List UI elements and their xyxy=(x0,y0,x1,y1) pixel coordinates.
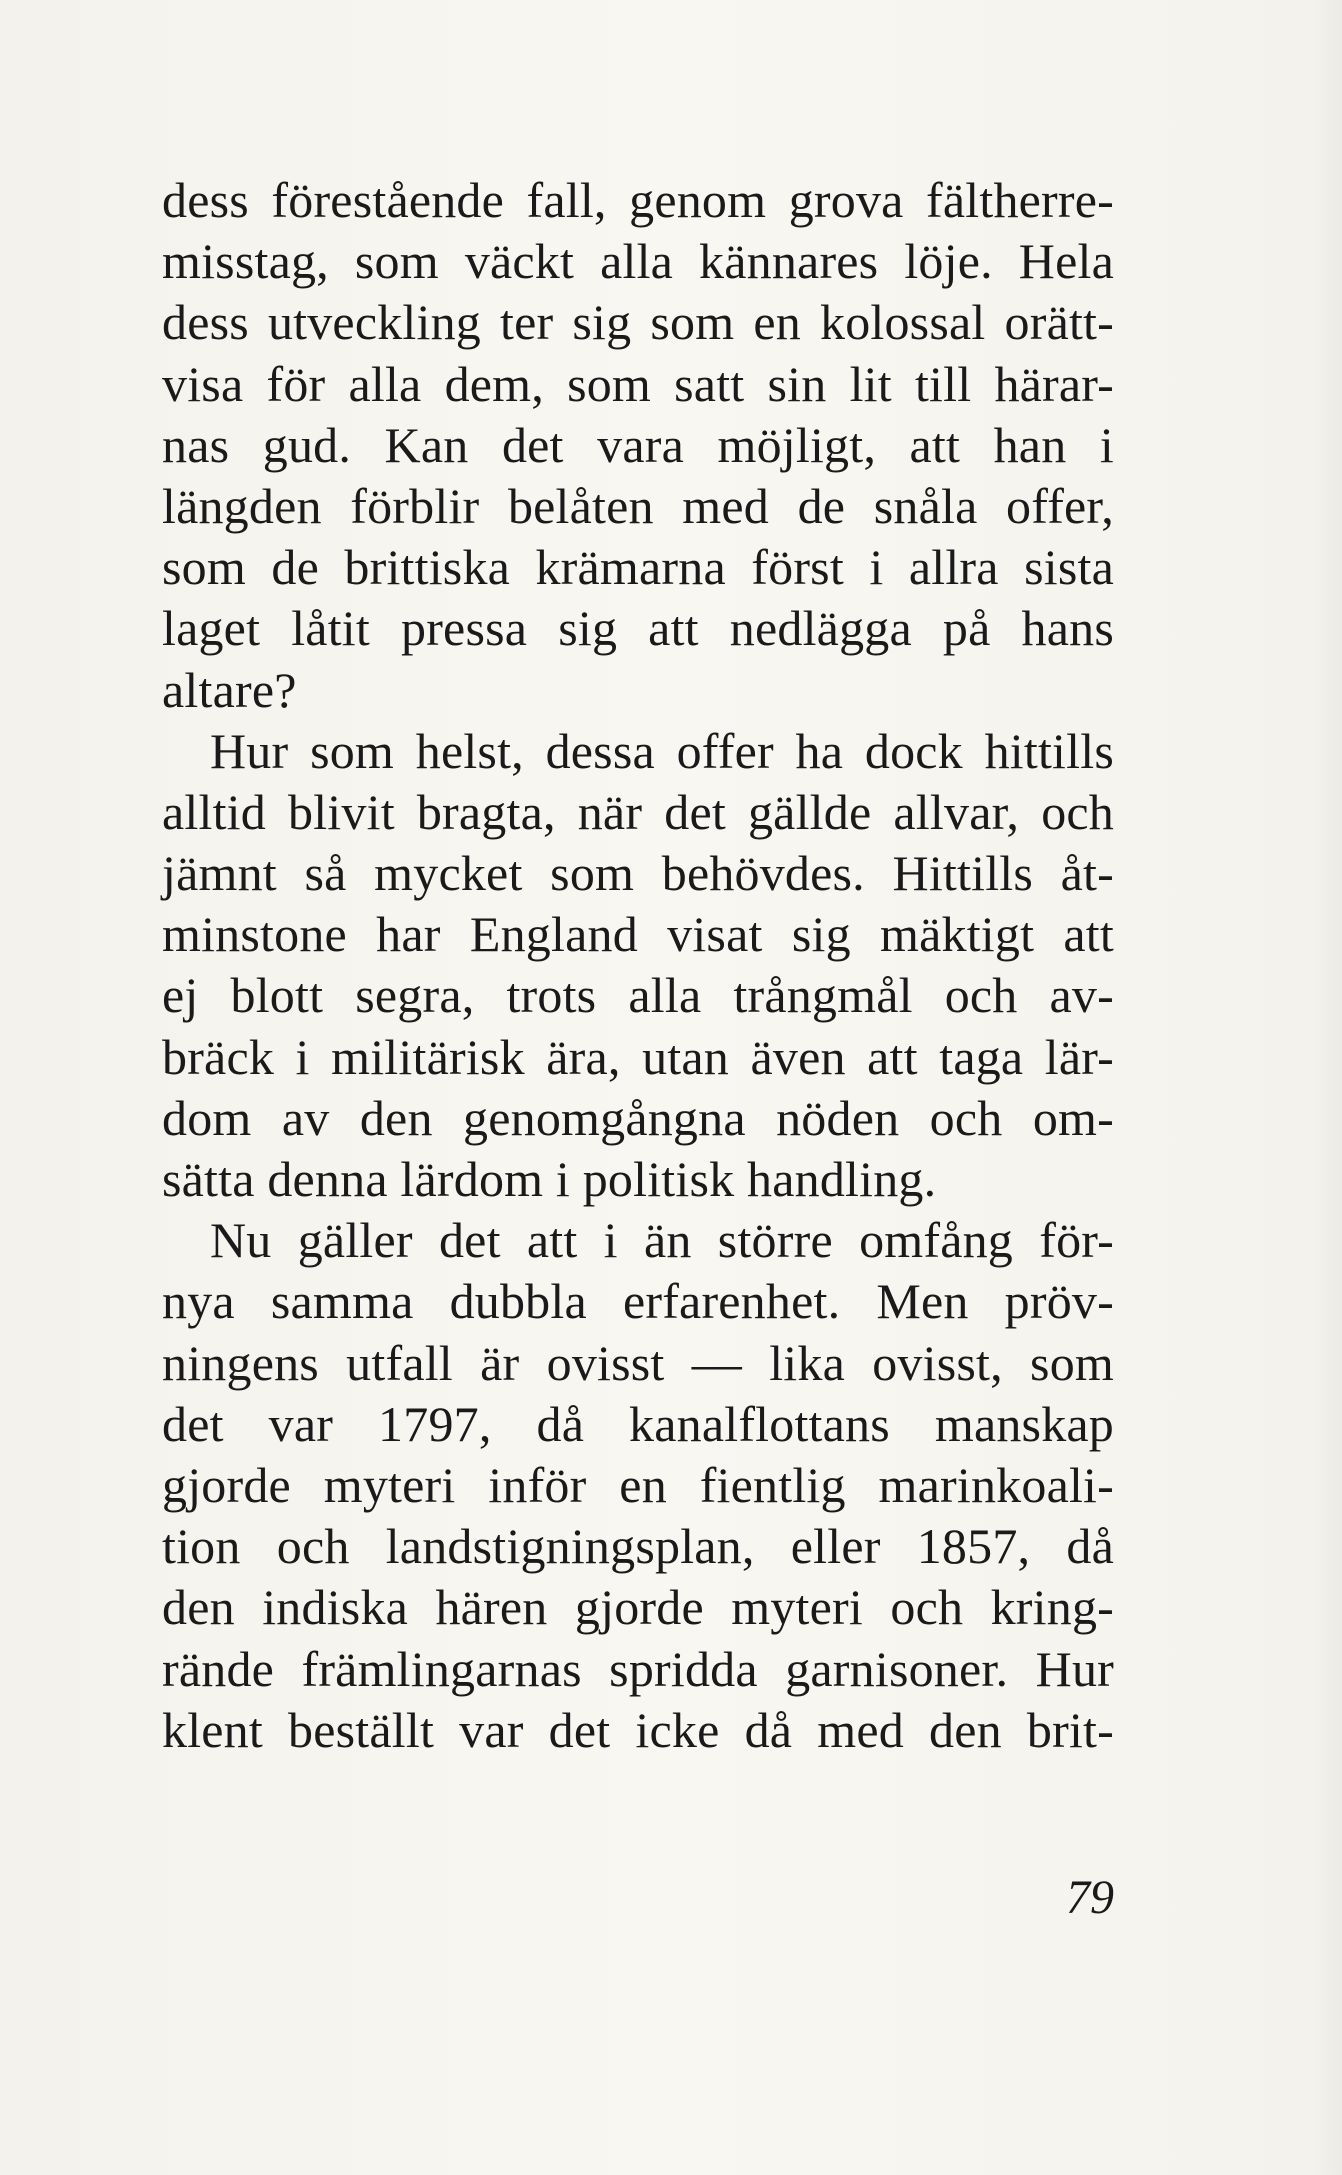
body-text xyxy=(162,170,1114,1761)
text-line: dess förestående fall, genom grova fältherre- xyxy=(162,172,1114,228)
text-line: sätta denna lärdom i politisk handling. xyxy=(162,1151,937,1207)
text-line: visa för alla dem, som satt sin lit till härar- xyxy=(162,355,1114,412)
text-line: längden förblir belåten med de snåla offer, xyxy=(162,477,1114,534)
text-line: dess utveckling ter sig som en kolossal orätt- xyxy=(162,294,1114,351)
text-line: ej blott segra, trots alla trångmål och av- xyxy=(162,967,1114,1024)
text-line: nas gud. Kan det vara möjligt, att han i xyxy=(162,416,1114,473)
text-line: Nu gäller det att i än större omfång för- xyxy=(210,1212,1114,1269)
text-line: gjorde myteri inför en fientlig marinkoali- xyxy=(162,1456,1114,1513)
text-line: rände främlingarnas spridda garnisoner. Hur xyxy=(162,1640,1114,1697)
page-number: 79 xyxy=(1066,1871,1114,1924)
page-edge-shadow xyxy=(1312,0,1342,2175)
text-line: Hur som helst, dessa offer ha dock hittills xyxy=(210,722,1114,779)
text-line: nya samma dubbla erfarenhet. Men pröv- xyxy=(162,1273,1114,1330)
text-line: klent beställt var det icke då med den brit- xyxy=(162,1701,1114,1758)
text-line: det var 1797, då kanalflottans manskap xyxy=(162,1395,1114,1452)
text-line: som de brittiska krämarna först i allra sista xyxy=(162,539,1114,596)
text-line: dom av den genomgångna nöden och om- xyxy=(162,1089,1114,1146)
text-line: jämnt så mycket som behövdes. Hittills åt- xyxy=(162,845,1114,902)
text-line: altare? xyxy=(162,661,297,718)
text-line: tion och landstigningsplan, eller 1857, då xyxy=(162,1518,1114,1575)
text-line: alltid blivit bragta, när det gällde allvar, och xyxy=(162,783,1114,840)
text-line: bräck i militärisk ära, utan även att taga lär- xyxy=(162,1028,1114,1085)
text-line: ningens utfall är ovisst — lika ovisst, som xyxy=(162,1334,1114,1391)
text-line: den indiska hären gjorde myteri och kring- xyxy=(162,1579,1114,1636)
text-line: laget låtit pressa sig att nedlägga på hans xyxy=(162,600,1114,657)
text-line: misstag, som väckt alla kännares löje. Hela xyxy=(162,233,1114,290)
text-line: minstone har England visat sig mäktigt att xyxy=(162,906,1114,963)
